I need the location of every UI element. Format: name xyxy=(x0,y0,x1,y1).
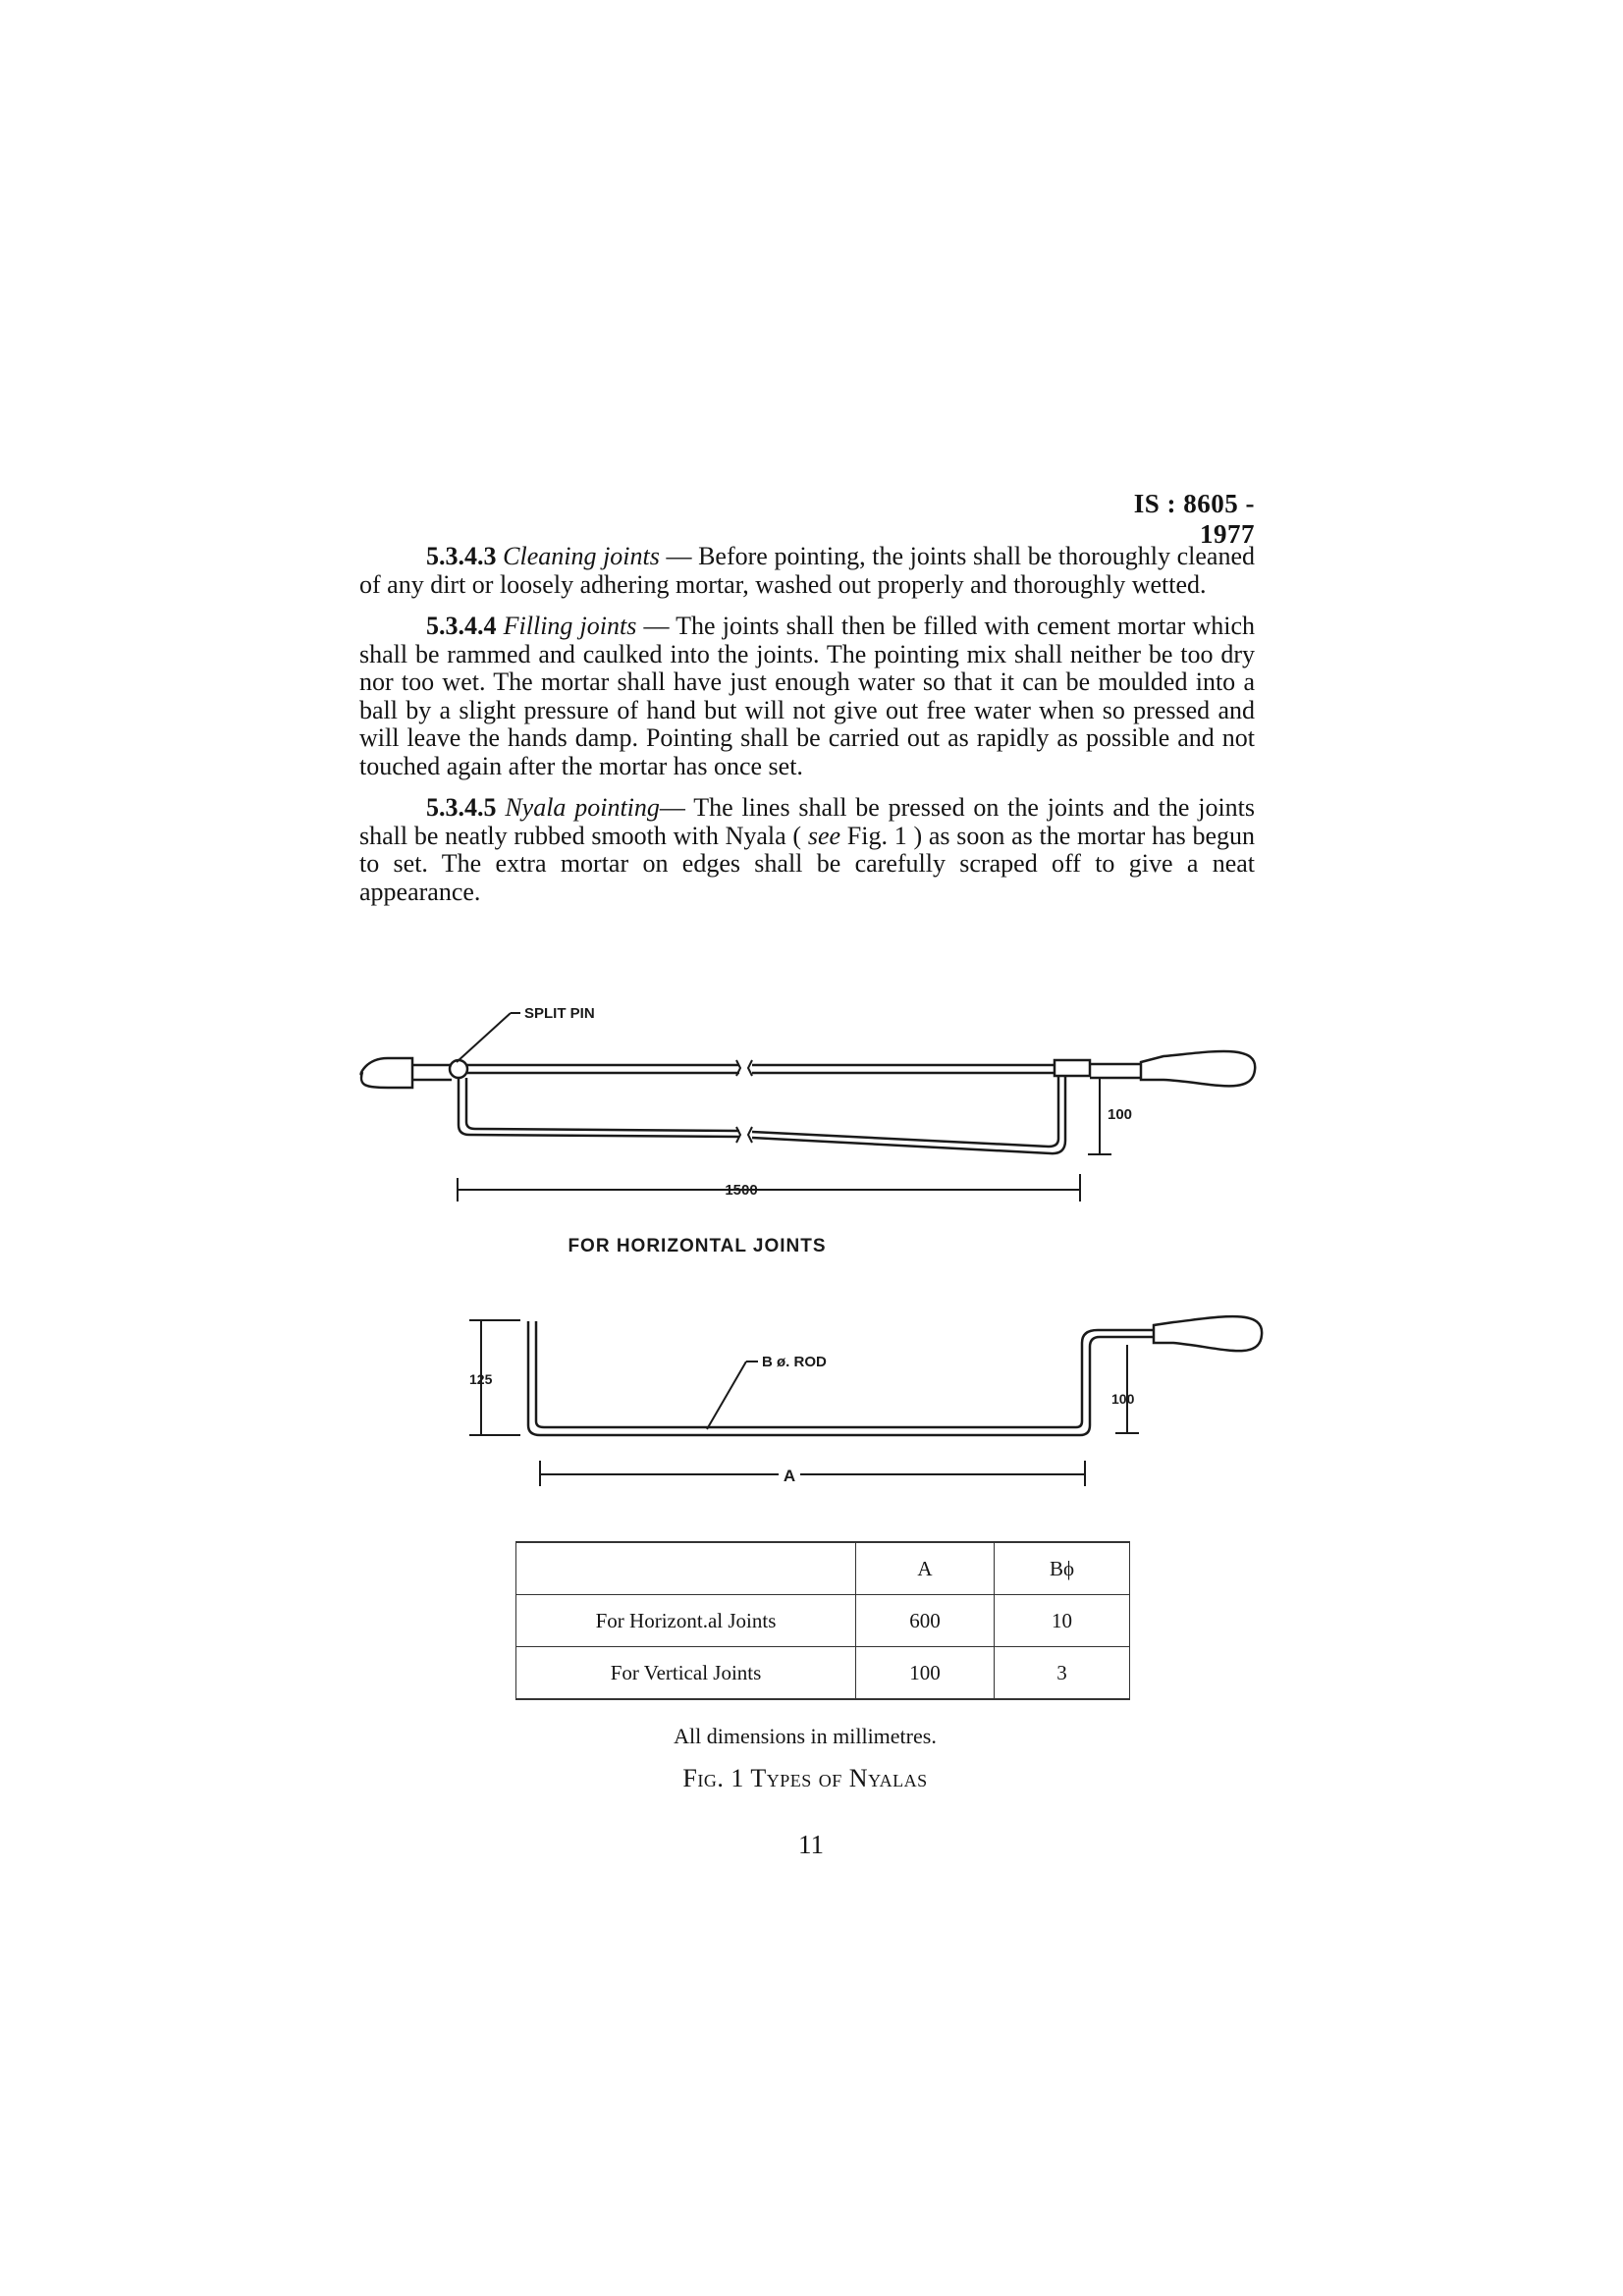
clause-text: Before pointing, the joints shall be thoroughly cleaned of any dirt or loosely adhering mortar, washed out properly and thoroughly wetted. xyxy=(359,542,1255,599)
clause-text-before: The lines shall be pressed on the joints and the joints shall be neatly rubbed smooth with Nyala ( xyxy=(359,793,1256,850)
left-handle xyxy=(361,1058,412,1088)
table-header-row xyxy=(516,1542,1130,1595)
clause-text: The joints shall then be filled with cement mortar which shall be rammed and caulked into the joints. The pointing mix shall neither be too dry nor too wet. The mortar shall have just enough water so that it can be moulded into a ball by a slight pressure of hand but will not give out free water when so pressed and will leave the hands damp. Pointing shall be carried out as rapidly as possible and not touched again after the mortar has once set. xyxy=(359,612,1256,780)
split-pin-label: SPLIT PIN xyxy=(524,1005,595,1022)
split-pin-icon xyxy=(450,1060,467,1078)
horizontal-length-label: 1500 xyxy=(725,1182,758,1199)
table-row-label: For Vertical Joints xyxy=(516,1647,856,1700)
vertical-nyala-drawing xyxy=(469,1316,1262,1486)
horizontal-height-label: 100 xyxy=(1108,1106,1133,1123)
table-cell-b: 10 xyxy=(995,1595,1130,1647)
split-pin-leader xyxy=(457,1013,511,1062)
right-handle xyxy=(1141,1051,1255,1086)
table-header-a: A xyxy=(856,1542,995,1595)
right-clamp xyxy=(1055,1060,1090,1076)
clause-number: 5.3.4.5 xyxy=(426,793,497,822)
clause-dash: — xyxy=(636,612,676,640)
bottom-rod-break xyxy=(736,1127,752,1143)
figure-caption: Fig. 1 Types of Nyalas xyxy=(682,1764,928,1792)
left-crank-inner xyxy=(466,1078,739,1131)
right-crank xyxy=(752,1076,1065,1153)
horizontal-joints-caption: FOR HORIZONTAL JOINTS xyxy=(568,1236,827,1256)
dimension-note: All dimensions in millimetres. xyxy=(674,1724,937,1748)
clause-title: Cleaning joints xyxy=(503,542,660,570)
vertical-right-handle xyxy=(1154,1316,1262,1351)
vertical-length-label: A xyxy=(783,1467,796,1485)
table-cell-b: 3 xyxy=(995,1647,1130,1700)
table-row xyxy=(516,1647,1130,1700)
table-header-blank xyxy=(516,1542,856,1595)
nyala-dimensions-table xyxy=(515,1541,1130,1700)
table-cell-a: 600 xyxy=(856,1595,995,1647)
left-riser xyxy=(528,1321,1154,1435)
table-row-label: For Horizont.al Joints xyxy=(516,1595,856,1647)
clause-text-after: as soon as the mortar has begun to set. The extra mortar on edges shall be carefully scraped off to give a neat appearance. xyxy=(359,821,1256,906)
table-cell-a: 100 xyxy=(856,1647,995,1700)
clause-title: Nyala pointing xyxy=(505,793,660,822)
clause-dash: — xyxy=(659,542,699,570)
vertical-height-right-label: 100 xyxy=(1111,1391,1135,1407)
clause-number: 5.3.4.4 xyxy=(426,612,497,640)
page-number: 11 xyxy=(798,1830,824,1859)
table-row xyxy=(516,1595,1130,1647)
clause-dash: — xyxy=(659,793,694,822)
clause-number: 5.3.4.3 xyxy=(426,542,497,570)
see-reference: see xyxy=(807,821,841,850)
figure-reference: Fig. 1 ) xyxy=(840,821,923,850)
right-crank-inner xyxy=(752,1076,1058,1147)
table-header-b: Bϕ xyxy=(995,1542,1130,1595)
left-riser-inner xyxy=(536,1321,1154,1427)
standard-number: IS : 8605 - 1977 xyxy=(1133,489,1255,549)
vertical-height-left-label: 125 xyxy=(469,1371,493,1387)
rod-label: B ø. ROD xyxy=(762,1354,827,1370)
clause-title: Filling joints xyxy=(503,612,637,640)
rod-leader xyxy=(707,1362,746,1429)
